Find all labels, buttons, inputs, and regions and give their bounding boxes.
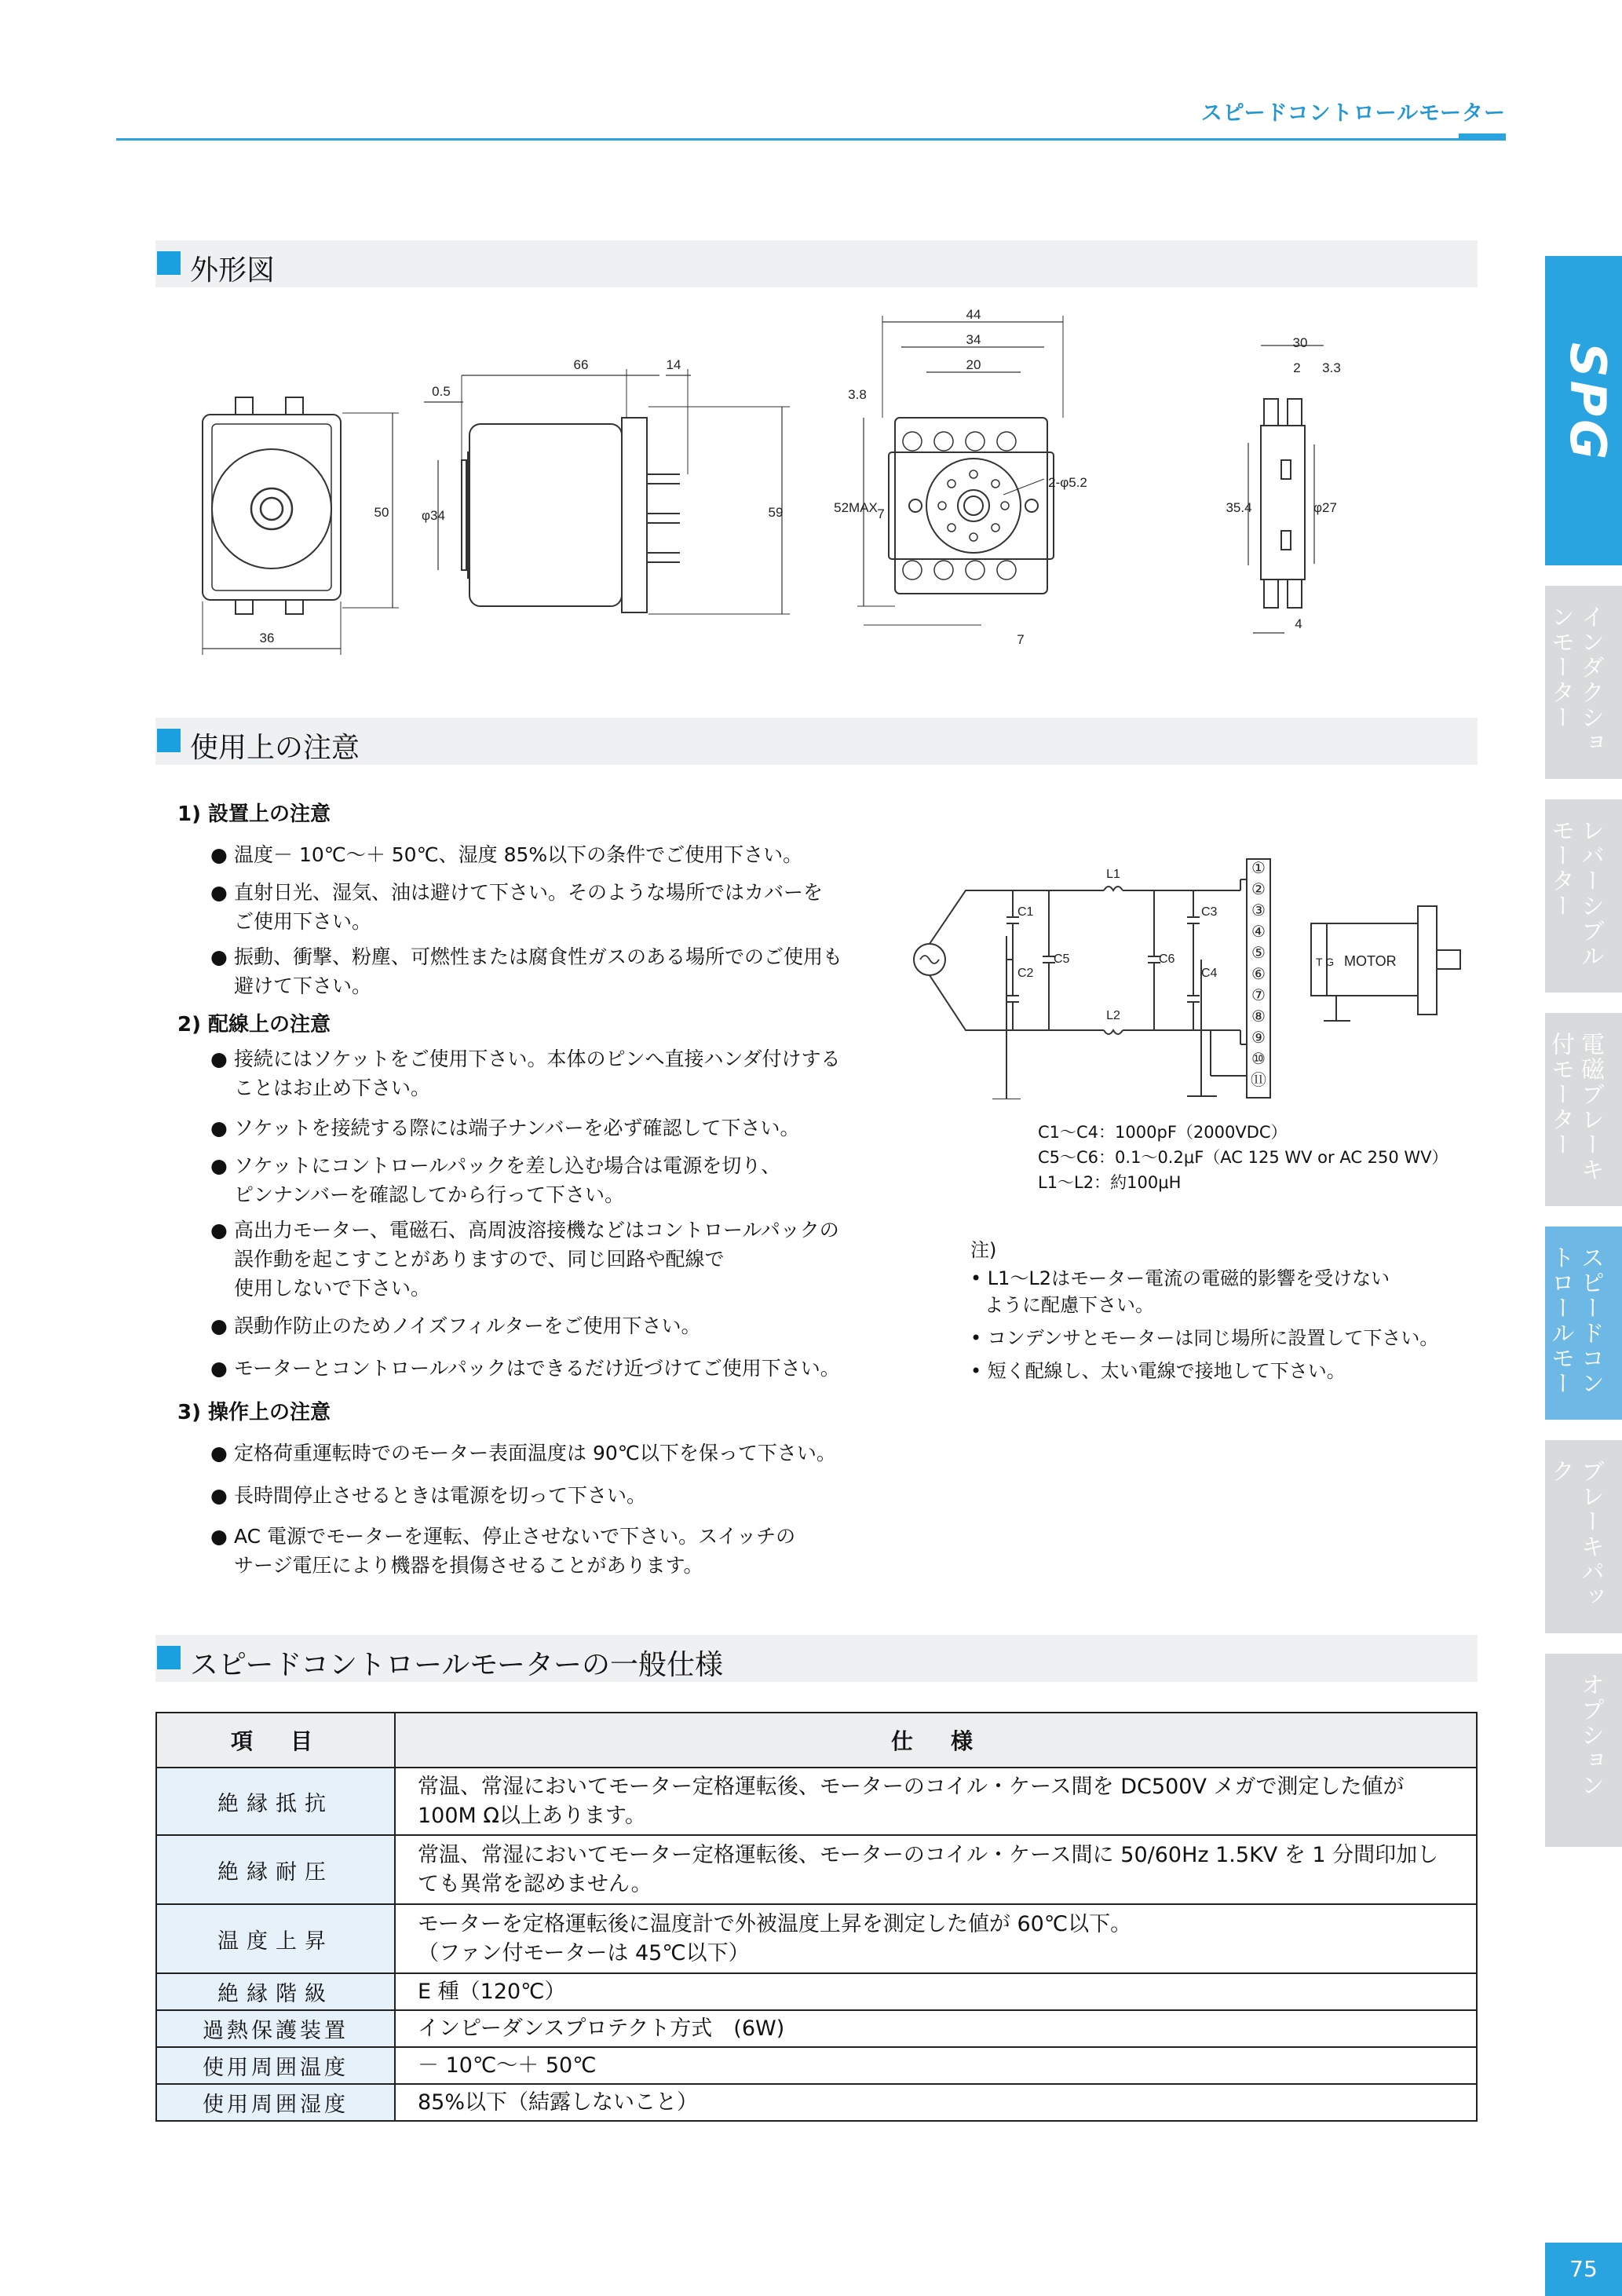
row-value: インピーダンスプロテクト方式 (6W) <box>395 2010 1477 2047</box>
header-title: スピードコントロールモーター <box>1200 101 1506 126</box>
pin-3: ③ <box>1251 902 1266 919</box>
table-row <box>156 1768 1477 1835</box>
tab-label: レバーシブルモーター <box>1547 818 1604 969</box>
socket-side-view <box>1248 345 1324 633</box>
dim-0-5: 0.5 <box>432 384 451 399</box>
section-title: スピードコントロールモーターの一般仕様 <box>190 1649 723 1681</box>
caution-item: ● 温度－ 10℃～＋ 50℃、湿度 85%以下の条件でご使用下さい。 <box>210 843 803 866</box>
pin-5: ⑤ <box>1251 945 1266 962</box>
caution-item-cont: 誤作動を起こすことがありますので、同じ回路や配線で <box>234 1248 725 1270</box>
pin-4: ④ <box>1251 923 1266 941</box>
circuit-value: C5～C6：0.1～0.2μF（AC 125 WV or AC 250 WV） <box>1038 1148 1448 1167</box>
pin-1: ① <box>1251 860 1266 877</box>
section-marker <box>157 251 181 275</box>
row-value: 85%以下（結露しないこと） <box>395 2084 1477 2121</box>
dim-3-8: 3.8 <box>848 387 867 402</box>
section-outline-header <box>155 240 1478 287</box>
caution-item-cont: 避けて下さい。 <box>234 974 372 997</box>
outline-drawing <box>188 306 1366 667</box>
circuit-note: • L1～L2はモーター電流の電磁的影響を受けない <box>970 1267 1390 1289</box>
row-key: 絶縁抵抗 <box>156 1768 395 1835</box>
pin-9: ⑨ <box>1251 1029 1266 1047</box>
socket-view <box>857 316 1063 625</box>
tab-reversible-motor[interactable] <box>1545 799 1622 993</box>
caution-item: ● モーターとコントロールパックはできるだけ近づけてご使用下さい。 <box>210 1357 840 1380</box>
tab-speed-control-motor[interactable] <box>1517 1227 1622 1420</box>
tab-brake-motor[interactable] <box>1545 1013 1622 1206</box>
terminal-pins <box>1251 860 1266 1089</box>
label-motor: MOTOR <box>1344 953 1397 969</box>
caution-item: ● 振動、衝撃、粉塵、可燃性または腐食性ガスのある場所でのご使用も <box>210 945 843 968</box>
row-key: 温度上昇 <box>156 1904 395 1973</box>
circuit-value: L1～L2：約100μH <box>1038 1173 1182 1192</box>
table-row <box>156 1973 1477 2010</box>
dim-66: 66 <box>573 357 589 372</box>
label-c6: C6 <box>1159 952 1175 966</box>
row-value: モーターを定格運転後に温度計で外被温度上昇を測定した値が 60℃以下。 （ファン付モーターは 45℃以下） <box>395 1904 1477 1973</box>
row-value: E 種（120℃） <box>395 1973 1477 2010</box>
noise-filter-circuit <box>903 848 1484 1099</box>
tab-induction-motor[interactable] <box>1545 586 1622 779</box>
caution-group-2-title: 2) 配線上の注意 <box>177 1013 331 1036</box>
tab-label: オプション <box>1576 1673 1604 1798</box>
caution-item: ● AC 電源でモーターを運転、停止させないで下さい。スイッチの <box>210 1525 796 1548</box>
label-tg: T G <box>1316 956 1335 968</box>
pin-8: ⑧ <box>1251 1008 1266 1026</box>
front-view <box>203 397 399 655</box>
dim-50: 50 <box>374 505 389 520</box>
table-row <box>156 2047 1477 2084</box>
row-value: 常温、常湿においてモーター定格運転後、モーターのコイル・ケース間を DC500V メガで測定した値が 100M Ω以上あります。 <box>395 1768 1477 1835</box>
dim-7a: 7 <box>877 506 885 521</box>
circuit-note: • コンデンサとモーターは同じ場所に設置して下さい。 <box>970 1327 1439 1349</box>
tab-option[interactable] <box>1545 1654 1622 1847</box>
tab-spg[interactable] <box>1545 256 1622 565</box>
dim-phi27: φ27 <box>1313 500 1337 515</box>
table-row <box>156 2084 1477 2121</box>
dim-30: 30 <box>1292 335 1308 350</box>
pin-6: ⑥ <box>1251 966 1266 983</box>
tab-brake-pack[interactable] <box>1545 1440 1622 1633</box>
label-c1: C1 <box>1017 905 1034 919</box>
pin-11: ⑪ <box>1251 1072 1266 1089</box>
dim-35-4: 35.4 <box>1226 500 1252 515</box>
pin-2: ② <box>1251 881 1266 898</box>
dim-phi34: φ34 <box>422 508 445 523</box>
header-accent <box>1459 133 1506 141</box>
circuit-note-cont: ように配慮下さい。 <box>985 1294 1154 1316</box>
caution-item: ● ソケットを接続する際には端子ナンバーを必ず確認して下さい。 <box>210 1117 800 1139</box>
tab-label: ブレーキパック <box>1547 1459 1604 1610</box>
tab-label: インダクションモーター <box>1547 605 1604 755</box>
header-rule <box>116 138 1506 141</box>
page-number: 75 <box>1545 2243 1622 2296</box>
label-l2: L2 <box>1106 1009 1120 1022</box>
caution-item: ● 直射日光、湿気、油は避けて下さい。そのような場所ではカバーを <box>210 881 824 904</box>
section-spec-header <box>155 1635 1478 1682</box>
dim-7b: 7 <box>1017 632 1025 647</box>
dim-4: 4 <box>1295 616 1302 631</box>
circuit-note: • 短く配線し、太い電線で接地して下さい。 <box>970 1360 1346 1382</box>
row-value: 常温、常湿においてモーター定格運転後、モーターのコイル・ケース間に 50/60Hz 1.5KV を 1 分間印加し ても異常を認めません。 <box>395 1835 1477 1904</box>
dim-36: 36 <box>259 631 275 645</box>
row-key: 絶縁耐圧 <box>156 1835 395 1904</box>
table-row <box>156 1904 1477 1973</box>
table-header-row <box>156 1713 1477 1768</box>
label-c2: C2 <box>1017 967 1034 980</box>
row-key: 過熱保護装置 <box>156 2010 395 2047</box>
dim-2: 2 <box>1293 360 1301 375</box>
dim-34: 34 <box>966 332 981 347</box>
caution-item: ● 高出力モーター、電磁石、高周波溶接機などはコントロールパックの <box>210 1219 839 1241</box>
circuit-value: C1～C4：1000pF（2000VDC） <box>1038 1123 1288 1142</box>
table-row <box>156 2010 1477 2047</box>
pin-7: ⑦ <box>1251 987 1266 1004</box>
row-key: 使用周囲湿度 <box>156 2084 395 2121</box>
tab-label: スピードコントロールモーター <box>1517 1245 1604 1396</box>
caution-item-cont: 使用しないで下さい。 <box>234 1277 431 1300</box>
circuit-notes-title: 注) <box>970 1239 997 1261</box>
row-value: － 10℃～＋ 50℃ <box>395 2047 1477 2084</box>
dim-52max: 52MAX <box>834 500 878 515</box>
pin-10: ⑩ <box>1251 1051 1266 1068</box>
dim-14: 14 <box>666 357 681 372</box>
section-title: 外形図 <box>190 254 276 287</box>
header-spec: 仕 様 <box>395 1713 1477 1768</box>
caution-group-1-title: 1) 設置上の注意 <box>177 803 331 826</box>
caution-item-cont: ことはお止め下さい。 <box>234 1077 431 1099</box>
dim-44: 44 <box>966 307 981 322</box>
section-marker <box>157 1646 181 1669</box>
caution-item: ● 接続にはソケットをご使用下さい。本体のピンへ直接ハンダ付けする <box>210 1047 841 1070</box>
label-l1: L1 <box>1106 868 1120 881</box>
side-view <box>424 369 790 614</box>
dim-20: 20 <box>966 357 981 372</box>
section-cautions-header <box>155 718 1478 765</box>
caution-item-cont: ピンナンバーを確認してから行って下さい。 <box>234 1183 625 1206</box>
dim-2-phi5-2: 2-φ5.2 <box>1048 475 1087 490</box>
caution-item-cont: ご使用下さい。 <box>234 910 372 933</box>
caution-item: ● ソケットにコントロールパックを差し込む場合は電源を切り、 <box>210 1154 781 1177</box>
table-row <box>156 1835 1477 1904</box>
spg-logo: SPG <box>1559 342 1617 462</box>
section-marker <box>157 729 181 752</box>
spec-table <box>155 1712 1478 2122</box>
caution-item-cont: サージ電圧により機器を損傷させることがあります。 <box>234 1554 703 1577</box>
caution-item: ● 誤動作防止のためノイズフィルターをご使用下さい。 <box>210 1314 701 1337</box>
caution-item: ● 長時間停止させるときは電源を切って下さい。 <box>210 1484 647 1507</box>
label-c3: C3 <box>1201 905 1218 919</box>
tab-label: 電磁ブレーキ付モーター <box>1547 1032 1604 1183</box>
caution-item: ● 定格荷重運転時でのモーター表面温度は 90℃以下を保って下さい。 <box>210 1442 836 1464</box>
row-key: 使用周囲温度 <box>156 2047 395 2084</box>
label-c5: C5 <box>1054 952 1070 966</box>
dim-59: 59 <box>768 505 784 520</box>
label-c4: C4 <box>1201 967 1218 980</box>
dim-3-3: 3.3 <box>1322 360 1341 375</box>
row-key: 絶縁階級 <box>156 1973 395 2010</box>
caution-group-3-title: 3) 操作上の注意 <box>177 1401 331 1424</box>
header-item: 項 目 <box>156 1713 395 1768</box>
section-title: 使用上の注意 <box>190 732 360 764</box>
